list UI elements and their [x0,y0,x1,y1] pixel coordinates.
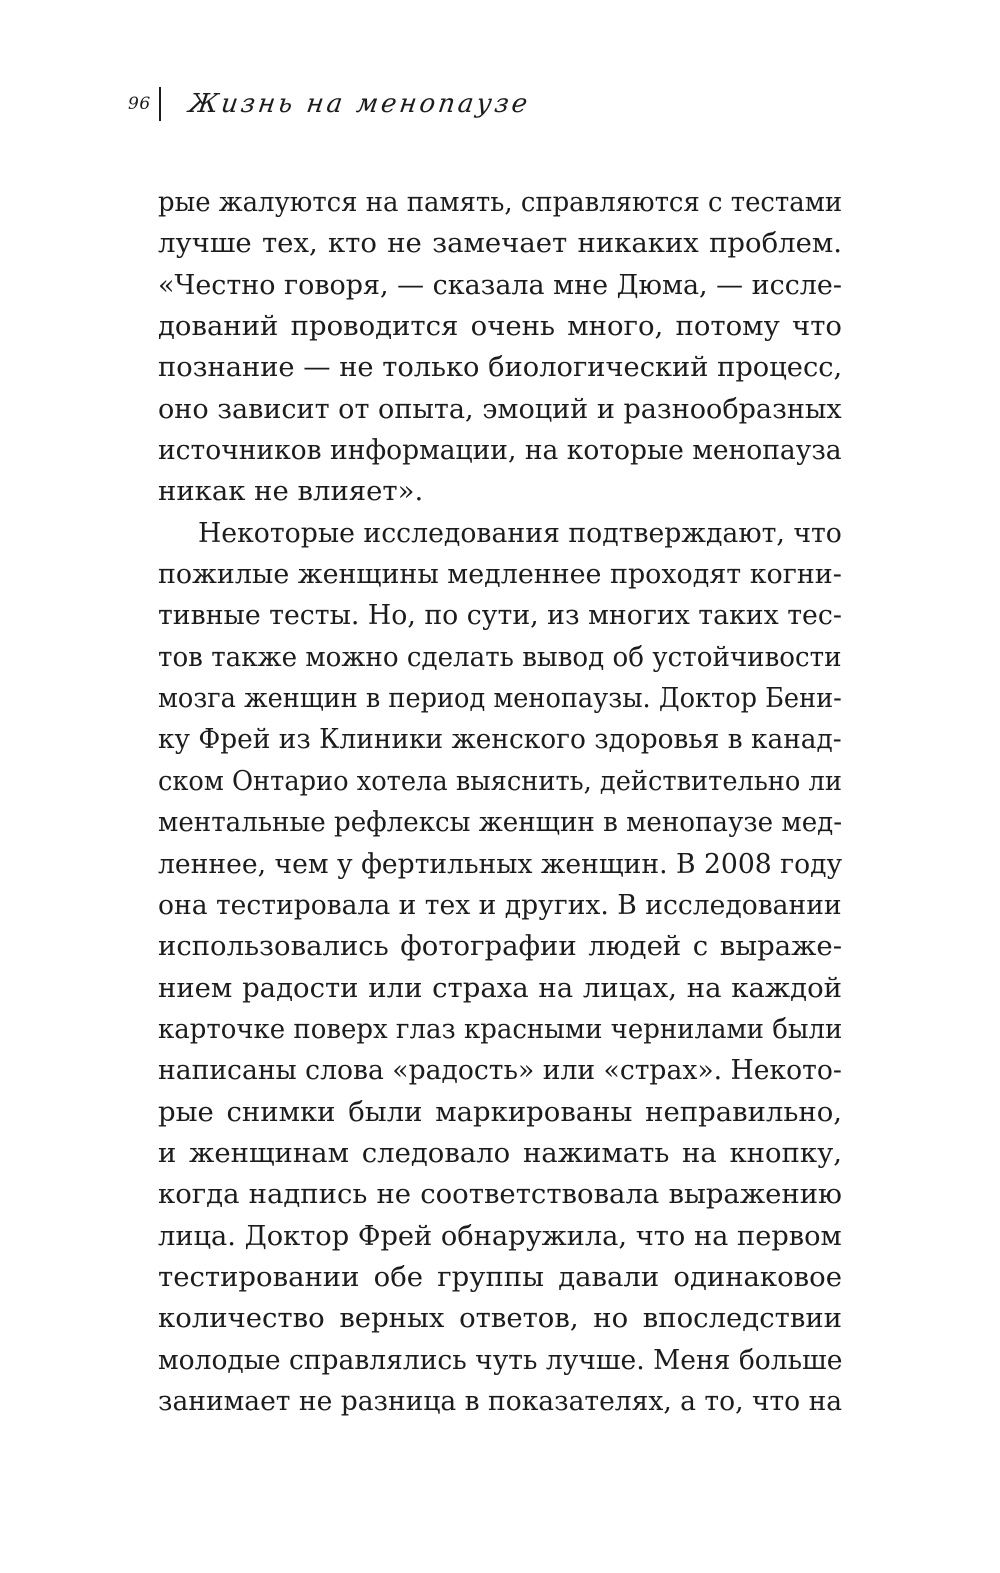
text-line: использовались фотографии людей с выраже- [158,930,842,963]
text-line: лучше тех, кто не замечает никаких проблем. [158,227,842,260]
text-line: познание — не только биологический процесс, [158,351,843,384]
header-divider [159,87,161,121]
text-line: написаны слова «радость» или «страх». Некото- [158,1054,842,1087]
text-line: ском Онтарио хотела выяснить, действительно ли [158,764,842,797]
text-line: ку Фрей из Клиники женского здоровья в канад- [158,723,842,756]
text-line: источников информации, на которые менопауза [158,434,842,467]
text-line: нием радости или страха на лицах, на каждой [158,971,842,1004]
text-line: леннее, чем у фертильных женщин. В 2008 году [158,847,843,880]
text-line: «Честно говоря, — сказала мне Дюма, — иссле- [158,268,842,301]
text-line: молодые справлялись чуть лучше. Меня больше [158,1343,843,1376]
text-line: тивные тесты. Но, по сути, из многих таких тес- [158,599,842,632]
text-line: когда надпись не соответствовала выражению [158,1178,842,1211]
text-line: тов также можно сделать вывод об устойчивости [158,640,842,673]
text-line: оно зависит от опыта, эмоций и разнообразных [158,392,842,425]
text-line: рые снимки были маркированы неправильно, [158,1095,842,1128]
text-line: дований проводится очень много, потому что [158,310,842,343]
body-text [158,182,842,1422]
text-line: карточке поверх глаз красными чернилами были [158,1012,843,1045]
text-line: пожилые женщины медленнее проходят когни- [158,558,842,591]
text-line: ментальные рефлексы женщин в менопаузе мед- [158,806,843,839]
text-line: рые жалуются на память, справляются с тестами [158,186,843,218]
text-line: количество верных ответов, но впоследствии [158,1302,842,1335]
text-line: тестировании обе группы давали одинаковое [158,1260,842,1293]
text-line: и женщинам следовало нажимать на кнопку, [158,1136,842,1169]
paragraph-first-line: Некоторые исследования подтверждают, что [198,516,842,549]
running-head [128,84,530,124]
text-line: занимает не разница в показателях, а то, что на [158,1384,843,1417]
text-line: никак не влияет». [158,475,424,508]
running-title: Жизнь на менопаузе [186,89,532,119]
text-line: мозга женщин в период менопаузы. Доктор Бени- [158,682,842,715]
text-line: лица. Доктор Фрей обнаружила, что на первом [158,1219,842,1252]
text-line: она тестировала и тех и других. В исследовании [158,888,842,921]
page-number: 96 [128,94,151,114]
